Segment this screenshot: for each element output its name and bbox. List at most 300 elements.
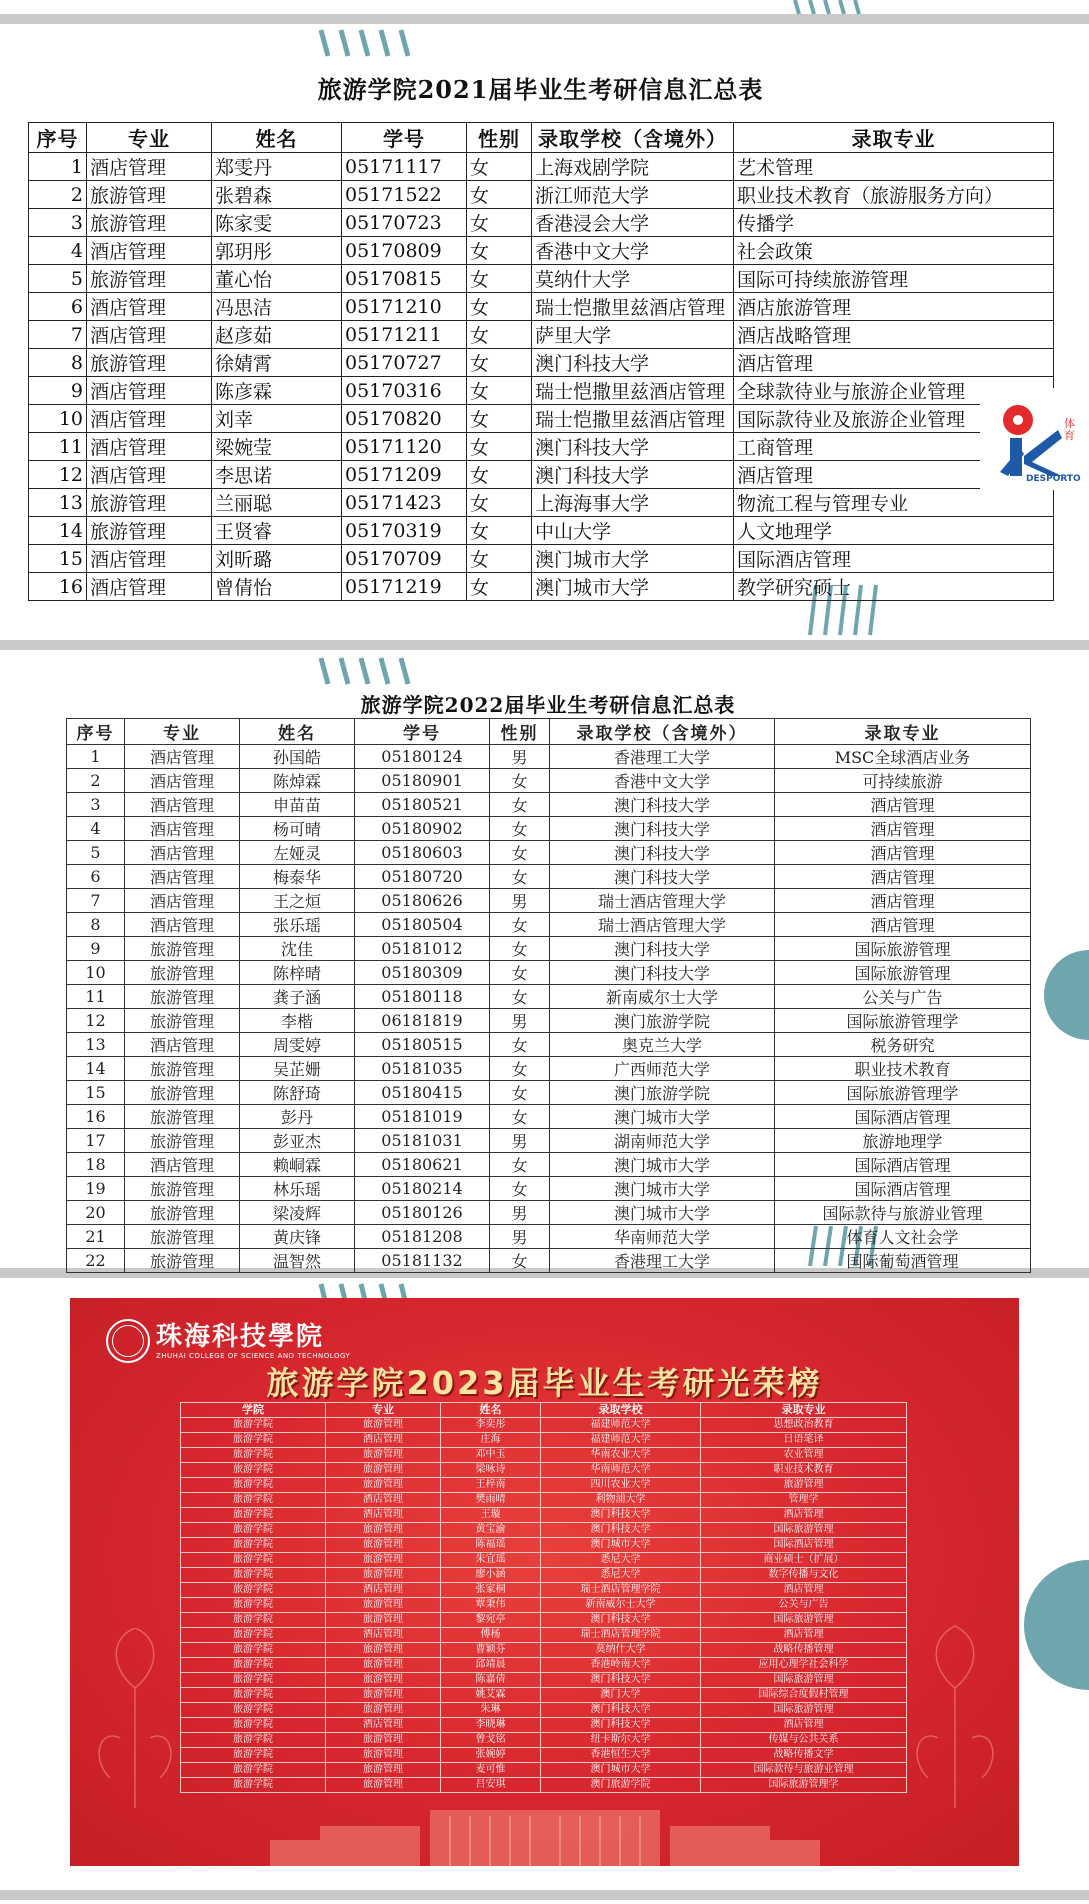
table-cell: 05181208 — [355, 1225, 490, 1249]
table-cell: 旅游学院 — [181, 1643, 326, 1658]
table-cell: 黄宝渝 — [441, 1523, 541, 1538]
table-cell: 酒店管理 — [125, 841, 240, 865]
table-cell: 王梓南 — [441, 1478, 541, 1493]
table-cell: 国际旅游管理 — [701, 1673, 907, 1688]
table-cell: 旅游管理 — [326, 1523, 441, 1538]
table-cell: 旅游学院 — [181, 1778, 326, 1793]
table-cell: 澳门城市大学 — [550, 1201, 775, 1225]
table-cell: 澳门科技大学 — [550, 865, 775, 889]
table-cell: 邱靖晨 — [441, 1658, 541, 1673]
table-cell: 旅游管理 — [125, 1129, 240, 1153]
table-cell: 曾倩怡 — [212, 573, 342, 601]
table-2022-panel — [66, 690, 1030, 1271]
table-cell: 瑞士恺撒里兹酒店管理 — [532, 293, 734, 321]
header-cell: 性别 — [467, 123, 532, 153]
table-cell: 吕安琪 — [441, 1778, 541, 1793]
table-row — [181, 1628, 907, 1643]
table-cell: 旅游管理 — [326, 1553, 441, 1568]
table-cell: 左娅灵 — [240, 841, 355, 865]
table-cell: 公关与广告 — [701, 1598, 907, 1613]
table-row — [181, 1763, 907, 1778]
table-row — [29, 573, 1054, 601]
table-cell: 13 — [67, 1033, 125, 1057]
table-cell: 朱琳 — [441, 1703, 541, 1718]
honor-roll-title: 旅游学院2023届毕业生考研光荣榜 — [266, 1364, 823, 1402]
table-row — [181, 1508, 907, 1523]
table-cell: 体育人文社会学 — [775, 1225, 1031, 1249]
table-row — [67, 1033, 1031, 1057]
table-row — [67, 769, 1031, 793]
table-cell: 国际酒店管理 — [734, 545, 1054, 573]
table-cell: 旅游管理 — [87, 265, 212, 293]
table-cell: 农业管理 — [701, 1448, 907, 1463]
table-cell: 徐婧霄 — [212, 349, 342, 377]
table-cell: 酒店管理 — [87, 461, 212, 489]
table-cell: 国际旅游管理 — [701, 1703, 907, 1718]
table-row — [181, 1733, 907, 1748]
table-cell: 女 — [467, 265, 532, 293]
table-cell: 旅游管理 — [326, 1643, 441, 1658]
table-cell: 莫纳什大学 — [541, 1643, 701, 1658]
table-cell: 悉尼大学 — [541, 1553, 701, 1568]
table-2022 — [66, 718, 1031, 1273]
table-cell: 05171522 — [342, 181, 467, 209]
table-cell: 05180902 — [355, 817, 490, 841]
logo-side-text: 体育 — [1064, 417, 1075, 442]
table-cell: 旅游管理 — [87, 489, 212, 517]
table-cell: 萨里大学 — [532, 321, 734, 349]
table-cell: 黎宛亭 — [441, 1613, 541, 1628]
table-2023 — [180, 1402, 907, 1793]
lotus-decoration — [80, 1628, 190, 1808]
header-cell: 学院 — [181, 1403, 326, 1418]
table-cell: 麦可惟 — [441, 1763, 541, 1778]
table-row — [181, 1463, 907, 1478]
table-cell: 旅游学院 — [181, 1628, 326, 1643]
table-cell: 黄庆锋 — [240, 1225, 355, 1249]
table-cell: 2 — [29, 181, 87, 209]
table-cell: 香港理工大学 — [550, 1249, 775, 1273]
table-cell: 6 — [29, 293, 87, 321]
table-cell: 广西师范大学 — [550, 1057, 775, 1081]
table-cell: 上海海事大学 — [532, 489, 734, 517]
table-cell: 旅游管理 — [326, 1778, 441, 1793]
table-cell: 澳门科技大学 — [532, 349, 734, 377]
table-cell: 05181035 — [355, 1057, 490, 1081]
table-row — [29, 181, 1054, 209]
table-cell: 陈彦霖 — [212, 377, 342, 405]
table-cell: 李思诺 — [212, 461, 342, 489]
table-cell: 澳门科技大学 — [532, 461, 734, 489]
table-cell: 陈家雯 — [212, 209, 342, 237]
table-cell: 05181031 — [355, 1129, 490, 1153]
table-cell: 女 — [490, 1057, 550, 1081]
table-cell: 艺术管理 — [734, 153, 1054, 181]
table-row — [67, 889, 1031, 913]
table-cell: 悉尼大学 — [541, 1568, 701, 1583]
table-cell: 旅游学院 — [181, 1568, 326, 1583]
table-cell: 05180309 — [355, 961, 490, 985]
table-cell: 曾戈铭 — [441, 1733, 541, 1748]
table-cell: 国际款待与旅游业管理 — [701, 1763, 907, 1778]
table-cell: 女 — [490, 1177, 550, 1201]
table-row — [181, 1778, 907, 1793]
table-cell: 国际旅游管理学 — [775, 1081, 1031, 1105]
table-cell: 05180124 — [355, 745, 490, 769]
table-cell: 旅游学院 — [181, 1718, 326, 1733]
table-cell: 旅游学院 — [181, 1748, 326, 1763]
table-cell: 酒店管理 — [125, 769, 240, 793]
table-cell: 旅游管理 — [125, 937, 240, 961]
table-cell: 05180126 — [355, 1201, 490, 1225]
table-cell: 酒店管理 — [87, 377, 212, 405]
table-cell: 05181012 — [355, 937, 490, 961]
table-cell: 女 — [490, 913, 550, 937]
table-cell: 14 — [67, 1057, 125, 1081]
table-cell: 旅游学院 — [181, 1658, 326, 1673]
header-cell: 序号 — [67, 719, 125, 745]
table-cell: 11 — [29, 433, 87, 461]
table-cell: 张碧森 — [212, 181, 342, 209]
table-cell: 05180621 — [355, 1153, 490, 1177]
table-cell: 旅游管理 — [326, 1568, 441, 1583]
table-cell: 林乐瑶 — [240, 1177, 355, 1201]
table-cell: 战略传播文学 — [701, 1748, 907, 1763]
table-cell: 中山大学 — [532, 517, 734, 545]
header-cell: 专业 — [87, 123, 212, 153]
table-cell: 华南师范大学 — [550, 1225, 775, 1249]
table-cell: 酒店管理 — [775, 913, 1031, 937]
table-cell: 22 — [67, 1249, 125, 1273]
table-row — [29, 321, 1054, 349]
table-cell: 澳门科技大学 — [541, 1613, 701, 1628]
table-cell: 05180118 — [355, 985, 490, 1009]
table-header-row — [67, 719, 1031, 745]
table-cell: 旅游学院 — [181, 1553, 326, 1568]
table-cell: 酒店管理 — [775, 817, 1031, 841]
header-cell: 学号 — [355, 719, 490, 745]
table-cell: 国际酒店管理 — [775, 1105, 1031, 1129]
table-cell: 旅游管理 — [326, 1538, 441, 1553]
table-cell: 酒店管理 — [125, 817, 240, 841]
table-row — [67, 913, 1031, 937]
logo-brand-text: DESPORTO — [1026, 474, 1081, 484]
table-row — [29, 377, 1054, 405]
table-cell: 商业硕士（扩展） — [701, 1553, 907, 1568]
table-row — [181, 1538, 907, 1553]
table-cell: 梁婉莹 — [212, 433, 342, 461]
table-cell: 香港中文大学 — [532, 237, 734, 265]
table-row — [181, 1433, 907, 1448]
table-cell: 14 — [29, 517, 87, 545]
table-cell: 女 — [490, 1249, 550, 1273]
table-cell: 澳门旅游学院 — [550, 1009, 775, 1033]
table-cell: 2 — [67, 769, 125, 793]
table-cell: 女 — [490, 1105, 550, 1129]
table-cell: 温智然 — [240, 1249, 355, 1273]
table-cell: 申苗苗 — [240, 793, 355, 817]
table-row — [29, 545, 1054, 573]
table-row — [29, 461, 1054, 489]
table-cell: 华南农业大学 — [541, 1448, 701, 1463]
table-cell: 05171120 — [342, 433, 467, 461]
table-cell: 郭玥彤 — [212, 237, 342, 265]
table-cell: 傅杨 — [441, 1628, 541, 1643]
table-cell: 女 — [467, 377, 532, 405]
table-cell: 华南师范大学 — [541, 1463, 701, 1478]
table-cell: 湖南师范大学 — [550, 1129, 775, 1153]
table-cell: 酒店管理 — [87, 153, 212, 181]
table-row — [181, 1658, 907, 1673]
bottom-band — [0, 1890, 1089, 1900]
table-cell: 旅游管理 — [125, 1009, 240, 1033]
table-row — [181, 1493, 907, 1508]
table-cell: 澳门大学 — [541, 1688, 701, 1703]
table-cell: 旅游管理 — [87, 349, 212, 377]
table-row — [181, 1748, 907, 1763]
table-cell: 旅游管理 — [125, 1225, 240, 1249]
table-row — [67, 793, 1031, 817]
table-row — [181, 1703, 907, 1718]
table-cell: 15 — [29, 545, 87, 573]
table-cell: 朱宜瑶 — [441, 1553, 541, 1568]
table-cell: 女 — [467, 181, 532, 209]
table-cell: 陈舒琦 — [240, 1081, 355, 1105]
table-cell: 旅游学院 — [181, 1673, 326, 1688]
table-cell: 王贤睿 — [212, 517, 342, 545]
table-cell: 05170809 — [342, 237, 467, 265]
table-cell: 社会政策 — [734, 237, 1054, 265]
table-cell: 酒店管理 — [87, 433, 212, 461]
table-2021-panel — [28, 58, 1053, 599]
table-header-row — [29, 123, 1054, 153]
table-cell: 旅游管理 — [326, 1478, 441, 1493]
table-cell: 7 — [29, 321, 87, 349]
table-cell: 孙国皓 — [240, 745, 355, 769]
table-cell: 女 — [467, 573, 532, 601]
table-cell: 旅游管理 — [326, 1763, 441, 1778]
table-row — [181, 1568, 907, 1583]
table-cell: 国际葡萄酒管理 — [775, 1249, 1031, 1273]
table-cell: 酒店管理 — [87, 321, 212, 349]
table-cell: 旅游管理 — [125, 1105, 240, 1129]
table-cell: 女 — [490, 817, 550, 841]
table-cell: 女 — [490, 985, 550, 1009]
table-row — [181, 1643, 907, 1658]
table-row — [181, 1478, 907, 1493]
table-cell: 3 — [67, 793, 125, 817]
table-cell: 澳门城市大学 — [532, 545, 734, 573]
table-row — [67, 985, 1031, 1009]
table-row — [67, 1177, 1031, 1201]
table-cell: 管理学 — [701, 1493, 907, 1508]
header-cell: 录取专业 — [775, 719, 1031, 745]
table-cell: 旅游地理学 — [775, 1129, 1031, 1153]
table-row — [29, 517, 1054, 545]
table-cell: 传播学 — [734, 209, 1054, 237]
table-row — [181, 1523, 907, 1538]
header-cell: 姓名 — [441, 1403, 541, 1418]
table-cell: 05171210 — [342, 293, 467, 321]
table-cell: 瑞士酒店管理大学 — [550, 889, 775, 913]
table-row — [67, 1249, 1031, 1273]
table-cell: 国际旅游管理学 — [701, 1778, 907, 1793]
table-cell: 旅游管理 — [125, 1201, 240, 1225]
table-row — [29, 489, 1054, 517]
table-cell: 公关与广告 — [775, 985, 1031, 1009]
table-cell: 女 — [467, 349, 532, 377]
table-cell: 教学研究硕士 — [734, 573, 1054, 601]
table-cell: 覃秉伟 — [441, 1598, 541, 1613]
table-row — [29, 153, 1054, 181]
table-cell: 05180415 — [355, 1081, 490, 1105]
table-cell: 福建师范大学 — [541, 1433, 701, 1448]
table-cell: 职业技术教育（旅游服务方向） — [734, 181, 1054, 209]
table-row — [67, 1201, 1031, 1225]
table-cell: 应用心理学社会科学 — [701, 1658, 907, 1673]
table-cell: 21 — [67, 1225, 125, 1249]
teal-stroke-decoration — [316, 656, 446, 688]
table-cell: 1 — [67, 745, 125, 769]
table-cell: 上海戏剧学院 — [532, 153, 734, 181]
header-cell: 专业 — [125, 719, 240, 745]
table-cell: 10 — [29, 405, 87, 433]
table-cell: 酒店管理 — [87, 237, 212, 265]
table-cell: 15 — [67, 1081, 125, 1105]
table-cell: 4 — [67, 817, 125, 841]
table-cell: 酒店管理 — [701, 1508, 907, 1523]
table-row — [67, 865, 1031, 889]
table-cell: 旅游管理 — [326, 1463, 441, 1478]
table-row — [67, 817, 1031, 841]
table-cell: 职业技术教育 — [701, 1463, 907, 1478]
table-cell: 05180626 — [355, 889, 490, 913]
table-cell: 国际旅游管理学 — [775, 1009, 1031, 1033]
table-cell: 酒店管理 — [734, 349, 1054, 377]
header-cell: 录取专业 — [701, 1403, 907, 1418]
table-cell: 人文地理学 — [734, 517, 1054, 545]
table-cell: 澳门科技大学 — [550, 793, 775, 817]
table-cell: 澳门城市大学 — [532, 573, 734, 601]
table-cell: 旅游学院 — [181, 1538, 326, 1553]
table-cell: 16 — [29, 573, 87, 601]
table-cell: 张家桐 — [441, 1583, 541, 1598]
table-cell: 男 — [490, 889, 550, 913]
table-cell: 澳门科技大学 — [550, 817, 775, 841]
table-row — [67, 1057, 1031, 1081]
table-cell: 06181819 — [355, 1009, 490, 1033]
table-cell: 陈福瑶 — [441, 1538, 541, 1553]
table-cell: 澳门科技大学 — [541, 1673, 701, 1688]
table-cell: 陈梓晴 — [240, 961, 355, 985]
table-cell: 酒店管理 — [775, 865, 1031, 889]
table-cell: 8 — [67, 913, 125, 937]
table-row — [67, 745, 1031, 769]
table-cell: 5 — [29, 265, 87, 293]
table-cell: 福建师范大学 — [541, 1418, 701, 1433]
table-cell: 沈佳 — [240, 937, 355, 961]
table-cell: 思想政治教育 — [701, 1418, 907, 1433]
table-cell: 酒店管理 — [326, 1583, 441, 1598]
table-row — [67, 1009, 1031, 1033]
teal-half-circle-decoration — [1032, 950, 1089, 1040]
table-cell: 利物浦大学 — [541, 1493, 701, 1508]
table-cell: 国际旅游管理 — [775, 937, 1031, 961]
table-cell: 梅泰华 — [240, 865, 355, 889]
table-cell: 05171117 — [342, 153, 467, 181]
table-cell: 四川农业大学 — [541, 1478, 701, 1493]
table-cell: 浙江师范大学 — [532, 181, 734, 209]
table-cell: 酒店管理 — [125, 865, 240, 889]
table-cell: 澳门科技大学 — [550, 841, 775, 865]
table-cell: 05170727 — [342, 349, 467, 377]
campus-building-illustration — [70, 1804, 1019, 1866]
header-cell: 学号 — [342, 123, 467, 153]
table-cell: 旅游管理 — [125, 985, 240, 1009]
table-cell: 05180515 — [355, 1033, 490, 1057]
table-cell: 酒店管理 — [326, 1628, 441, 1643]
table-cell: 吴芷姗 — [240, 1057, 355, 1081]
table-cell: 05180603 — [355, 841, 490, 865]
table-cell: 香港恒生大学 — [541, 1748, 701, 1763]
table-cell: 女 — [467, 433, 532, 461]
table-cell: 刘幸 — [212, 405, 342, 433]
header-cell: 录取学校（含境外） — [550, 719, 775, 745]
table-cell: 邓中玉 — [441, 1448, 541, 1463]
table-cell: 澳门科技大学 — [541, 1718, 701, 1733]
table-cell: 05171219 — [342, 573, 467, 601]
table-cell: 12 — [67, 1009, 125, 1033]
table-cell: 新南威尔士大学 — [550, 985, 775, 1009]
table-cell: 20 — [67, 1201, 125, 1225]
table-cell: 05170815 — [342, 265, 467, 293]
table-cell: 女 — [467, 545, 532, 573]
table-row — [181, 1448, 907, 1463]
table-row — [29, 433, 1054, 461]
table-cell: 郑雯丹 — [212, 153, 342, 181]
table-cell: 旅游管理 — [326, 1613, 441, 1628]
table-cell: 瑞士恺撒里兹酒店管理 — [532, 405, 734, 433]
table-row — [181, 1673, 907, 1688]
table-cell: 职业技术教育 — [775, 1057, 1031, 1081]
table-row — [181, 1688, 907, 1703]
table-cell: 杨可晴 — [240, 817, 355, 841]
table-row — [67, 937, 1031, 961]
header-cell: 姓名 — [240, 719, 355, 745]
table-cell: 纽卡斯尔大学 — [541, 1733, 701, 1748]
table-cell: 澳门旅游学院 — [541, 1778, 701, 1793]
table-row — [29, 293, 1054, 321]
table-cell: 女 — [490, 937, 550, 961]
table-2021-title: 旅游学院2021届毕业生考研信息汇总表 — [317, 75, 764, 104]
table-cell: MSC全球酒店业务 — [775, 745, 1031, 769]
table-cell: 澳门科技大学 — [541, 1523, 701, 1538]
table-cell: 酒店管理 — [701, 1718, 907, 1733]
table-cell: 酒店管理 — [701, 1583, 907, 1598]
table-cell: 澳门科技大学 — [541, 1508, 701, 1523]
table-cell: 国际款待与旅游业管理 — [775, 1201, 1031, 1225]
table-cell: 男 — [490, 1225, 550, 1249]
table-cell: 国际旅游管理 — [701, 1523, 907, 1538]
table-cell: 旅游管理 — [125, 1249, 240, 1273]
table-cell: 董心怡 — [212, 265, 342, 293]
table-cell: 13 — [29, 489, 87, 517]
table-cell: 龚子涵 — [240, 985, 355, 1009]
table-cell: 旅游管理 — [125, 961, 240, 985]
table-2022-title: 旅游学院2022届毕业生考研信息汇总表 — [360, 693, 736, 717]
table-cell: 莫纳什大学 — [532, 265, 734, 293]
table-cell: 澳门城市大学 — [541, 1538, 701, 1553]
